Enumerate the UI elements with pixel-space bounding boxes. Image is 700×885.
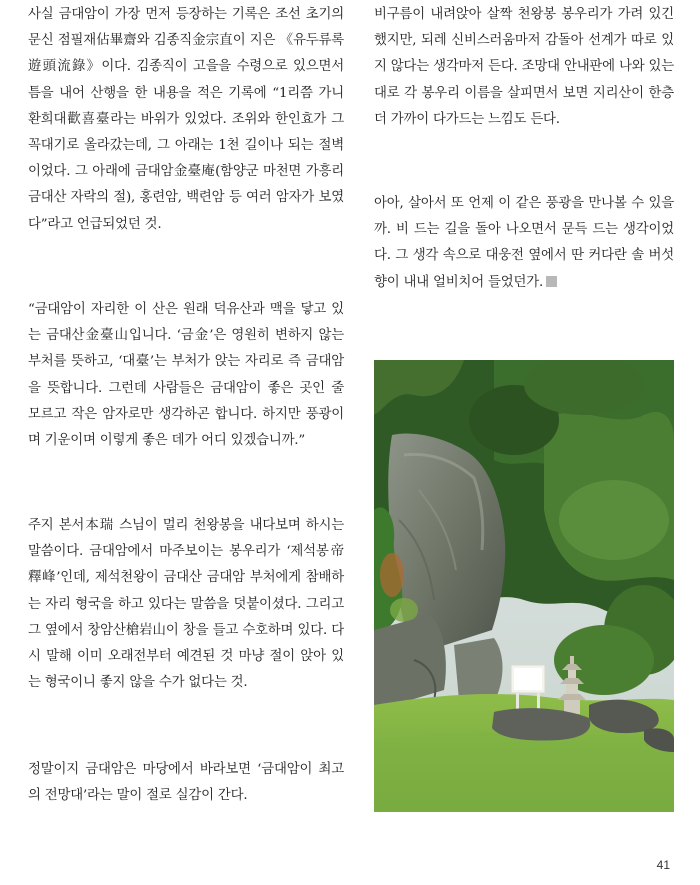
landscape-photo-icon: [374, 360, 674, 812]
body-paragraph-2: “금대암이 자리한 이 산은 원래 덕유산과 맥을 닿고 있는 금대산金臺山입니다. ‘금金’은 영원히 변하지 않는 부처를 뜻하고, ‘대臺’는 부처가 앉는 자리로 즉 금대암을 뜻합니다. 그런데 사람들은 금대암이 좋은 곳인 줄 모르고 작은 암자로만 생각하곤 합니다. 하지만 풍광이며 기운이며 이렇게 좋은 데가 어디 있겠습니까.”: [28, 302, 344, 449]
end-mark-icon: [546, 276, 557, 287]
body-paragraph-6-wrapper: [374, 191, 674, 296]
body-paragraph-6: 아아, 살아서 또 언제 이 같은 풍광을 만나볼 수 있을까. 비 드는 길을 돌아 나오면서 문득 드는 생각이었다. 그 생각 속으로 대웅전 옆에서 딴 커다란 솔 버섯 향이 내내 얼비치어 들었던가.: [374, 196, 674, 290]
page-number: 41: [656, 858, 670, 872]
body-paragraph-4: 정말이지 금대암은 마당에서 바라보면 ‘금대암이 최고의 전망대’라는 말이 절로 실감이 간다.: [28, 762, 344, 804]
body-paragraph-1: 사실 금대암이 가장 먼저 등장하는 기록은 조선 초기의 문신 점필재佔畢齋와 김종직金宗直이 지은 《유두류록遊頭流錄》이다. 김종직이 고을을 수령으로 있으면서 틈을 내어 산행을 한 내용을 적은 기록에 “1리쯤 가니 환희대歡喜臺라는 바위가 있었다. 조위와 한인효가 그 꼭대기로 올라갔는데, 그 아래는 1천 길이나 되는 절벽이었다. 그 아래에 금대암金臺庵(함양군 마천면 가흥리 금대산 자락의 절), 홍련암, 백련암 등 여러 암자가 보였다”라고 언급되었던 것.: [28, 7, 344, 232]
body-paragraph-5: 비구름이 내려앉아 살짝 천왕봉 봉우리가 가려 있긴 했지만, 되레 신비스러움마저 감돌아 선계가 따로 있지 않다는 생각마저 든다. 조망대 안내판에 나와 있는 대로 각 봉우리 이름을 살피면서 보면 지리산이 한층 더 가까이 다가드는 느낌도 든다.: [374, 7, 674, 127]
rock-temple-photo: [374, 360, 674, 812]
body-paragraph-3: 주지 본서本瑞 스님이 멀리 천왕봉을 내다보며 하시는 말씀이다. 금대암에서 마주보이는 봉우리가 ‘제석봉帝釋峰’인데, 제석천왕이 금대산 금대암 부처에게 참배하는 자리 형국을 하고 있다는 말씀을 덧붙이셨다. 그리고 그 옆에서 창암산槍岩山이 창을 들고 수호하며 있다. 다시 말해 이미 오래전부터 예견된 것 마냥 절이 앉아 있는 형국이니 좋지 않을 수가 없다는 것.: [28, 518, 344, 691]
